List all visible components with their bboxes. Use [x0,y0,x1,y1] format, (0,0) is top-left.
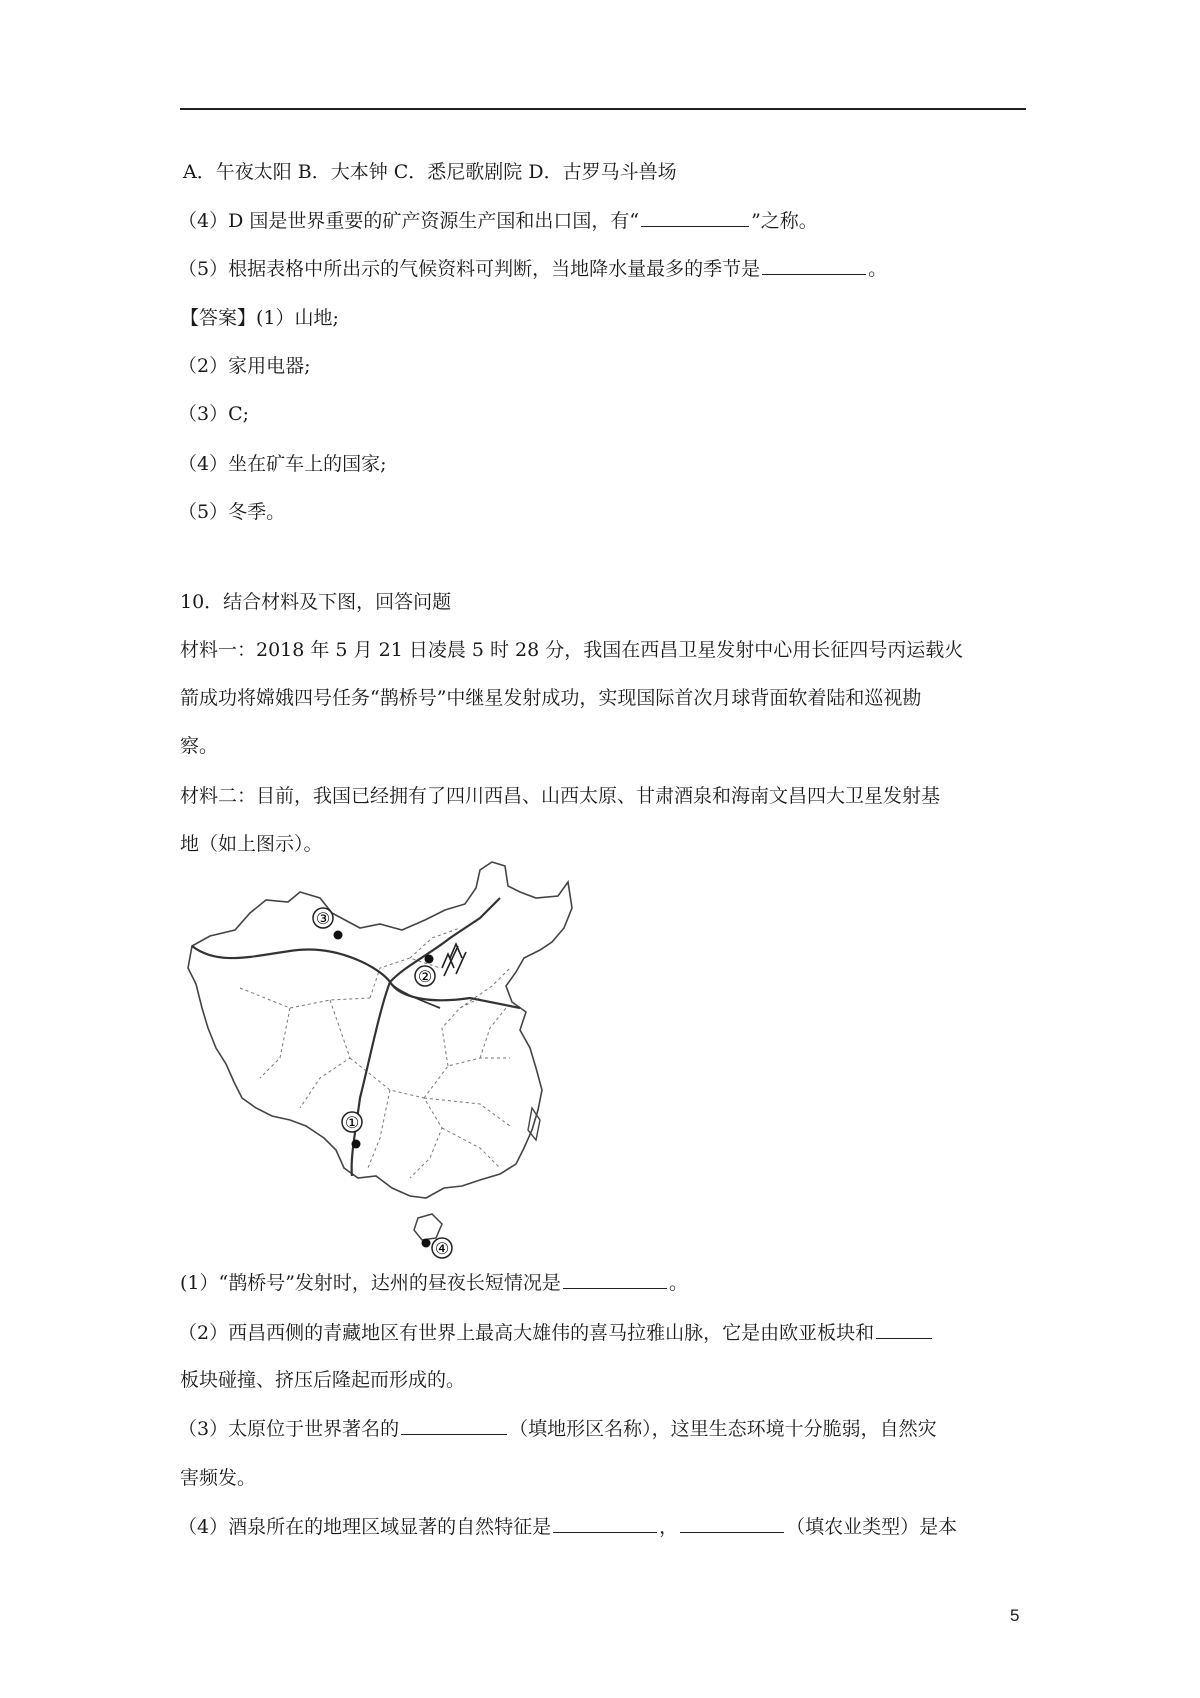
subquestion-1-prefix: (1）“鹊桥号”发射时，达州的昼夜长短情况是 [180,1272,561,1294]
answer-blank[interactable] [563,1268,667,1289]
north-south-dividing-line [192,898,500,982]
material-1-line-2: 箭成功将嫦娥四号任务“鹊桥号”中继星发射成功，实现国际首次月球背面软着陆和巡视勘 [180,687,922,709]
options-line: A．午夜太阳 B．大本钟 C．悉尼歌剧院 D．古罗马斗兽场 [183,161,677,183]
answer-blank[interactable] [401,1414,507,1435]
header-rule [180,108,1026,110]
marker-4-label: ④ [434,1239,450,1258]
answer-blank[interactable] [876,1318,932,1339]
subquestion-1-suffix: 。 [668,1272,688,1294]
country-outline [188,862,572,1198]
subquestion-4-mid: ， [659,1516,679,1538]
china-map [180,858,600,1268]
subquestion-3-line-2: 害频发。 [180,1467,257,1489]
answer-blank[interactable] [680,1512,784,1533]
subquestion-3-suffix: （填地形区名称），这里生态环境十分脆弱，自然灾 [509,1418,937,1440]
subquestion-1 [180,1268,1200,1297]
marker-3-label: ③ [315,909,331,928]
taiyuan-site [425,955,434,964]
material-2-line-2: 地（如上图示）。 [180,833,323,855]
answer-blank[interactable] [762,254,866,275]
subquestion-2-line-2: 板块碰撞、挤压后隆起而形成的。 [180,1369,466,1391]
question-4-suffix: ”之称。 [751,210,818,232]
answer-3: （3）C; [178,403,250,425]
answer-blank[interactable] [553,1512,657,1533]
jiuquan-site [334,931,343,940]
answer-5: （5）冬季。 [178,501,286,523]
answer-1: 【答案】(1）山地; [180,307,339,329]
question-5-suffix: 。 [868,258,888,280]
subquestion-2 [178,1318,1200,1347]
question-4-prefix: （4）D 国是世界重要的矿产资源生产国和出口国，有“ [178,210,640,232]
marker-1-label: ① [344,1113,360,1132]
subquestion-3 [178,1414,1200,1443]
marker-2-label: ② [417,967,433,986]
subquestion-4-suffix: （填农业类型）是本 [786,1516,958,1538]
wenchang-site [422,1239,431,1248]
question-10-title: 10．结合材料及下图，回答问题 [180,591,452,613]
subquestion-3-prefix: （3）太原位于世界著名的 [178,1418,400,1440]
qinling-line [390,982,440,1008]
material-1-line-1: 材料一：2018 年 5 月 21 日凌晨 5 时 28 分，我国在西昌卫星发射中心用长征四号丙运载火 [180,639,964,661]
hainan-island [414,1214,442,1240]
answer-blank[interactable] [641,206,749,227]
question-5-line [178,254,1200,283]
great-wall-symbol [442,944,466,976]
xichang-site [352,1140,361,1149]
subquestion-4 [178,1512,1200,1541]
answer-4: （4）坐在矿车上的国家; [178,453,387,475]
question-5-prefix: （5）根据表格中所出示的气候资料可判断，当地降水量最多的季节是 [178,258,761,280]
material-2-line-1: 材料二：目前，我国已经拥有了四川西昌、山西太原、甘肃酒泉和海南文昌四大卫星发射基 [180,785,941,807]
province-boundaries [240,928,510,1178]
subquestion-4-prefix: （4）酒泉所在的地理区域显著的自然特征是 [178,1516,552,1538]
material-1-line-3: 察。 [180,735,219,757]
page-number: 5 [1010,1606,1020,1625]
subquestion-2-prefix: （2）西昌西侧的青藏地区有世界上最高大雄伟的喜马拉雅山脉，它是由欧亚板块和 [178,1322,875,1344]
answer-2: （2）家用电器; [178,355,311,377]
question-4-line [178,206,1200,235]
